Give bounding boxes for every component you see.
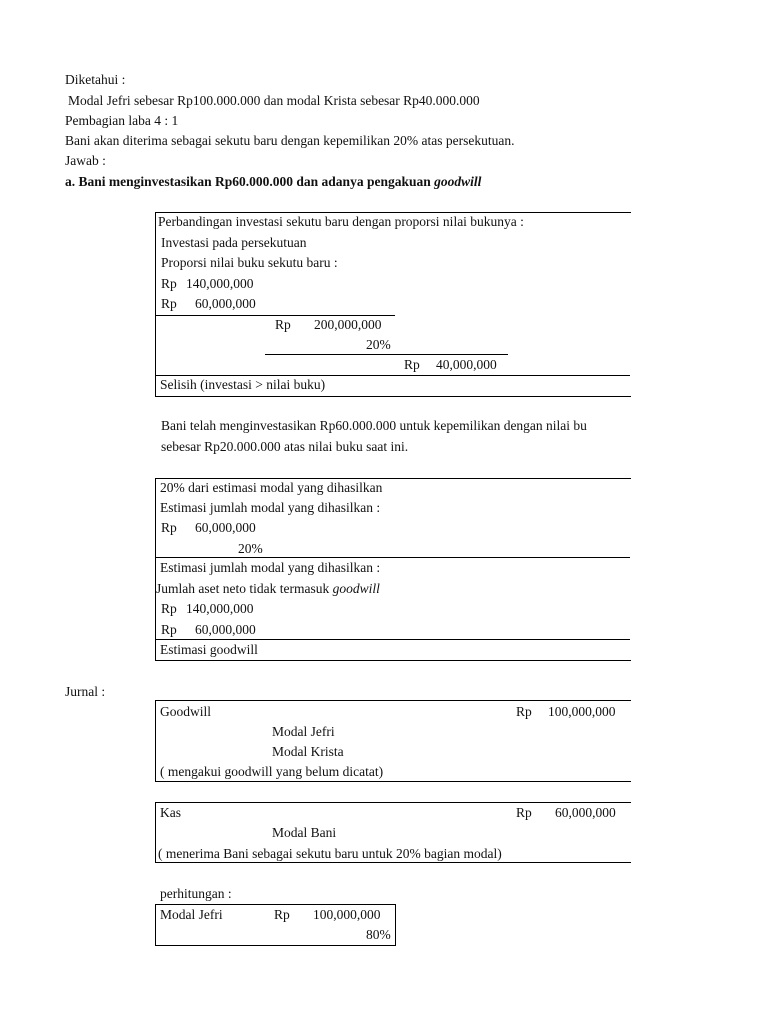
j2-rp: Rp [516,805,532,820]
j1-rp: Rp [516,704,532,719]
box2-rp2: Rp [161,601,177,616]
box1-rp1: Rp [161,276,177,291]
modal-statement: Modal Jefri sebesar Rp100.000.000 dan modal Krista sebesar Rp40.000.000 [68,93,480,108]
box1-proporsi: Proporsi nilai buku sekutu baru : [161,255,338,270]
box1-total: 200,000,000 [314,317,382,332]
j1-amount: 100,000,000 [548,704,616,719]
box1-rp2: Rp [161,296,177,311]
box2-line1: 20% dari estimasi modal yang dihasilkan [160,480,383,495]
j1-note: ( mengakui goodwill yang belum dicatat) [160,764,384,779]
box2-v2: 140,000,000 [186,601,254,616]
para-line1: Bani telah menginvestasikan Rp60.000.000 untuk kepemilikan dengan nilai bu [161,418,587,433]
box1-title: Perbandingan investasi sekutu baru dengan proporsi nilai bukunya : [158,214,524,229]
box1-rp3: Rp [275,317,291,332]
diketahui-label: Diketahui : [65,72,126,87]
perhitungan-pct: 80% [366,927,391,942]
bani-statement: Bani akan diterima sebagai sekutu baru dengan kepemilikan 20% atas persekutuan. [65,133,515,148]
j2-amount: 60,000,000 [555,805,616,820]
box1-rp4: Rp [404,357,420,372]
pembagian-laba: Pembagian laba 4 : 1 [65,113,179,128]
box1-result: 40,000,000 [436,357,497,372]
jurnal-label: Jurnal : [65,684,106,699]
box1-v1: 140,000,000 [186,276,254,291]
j1-credit-jefri: Modal Jefri [272,724,335,739]
box2-rp3: Rp [161,622,177,637]
box2-v3: 60,000,000 [195,622,256,637]
box1-pct: 20% [366,337,391,352]
box2-line3: Estimasi jumlah modal yang dihasilkan : [160,560,381,575]
perhitungan-rp: Rp [274,907,290,922]
para-line2: sebesar Rp20.000.000 atas nilai buku saat ini. [161,439,409,454]
j1-debit: Goodwill [160,704,212,719]
box2-line5: Estimasi goodwill [160,642,258,657]
jawab-label: Jawab : [65,153,106,168]
j2-debit: Kas [160,805,181,820]
box1-selisih: Selisih (investasi > nilai buku) [160,377,326,392]
perhitungan-label: perhitungan : [160,886,232,901]
box2-pct: 20% [238,541,263,556]
box2-v1: 60,000,000 [195,520,256,535]
box2-rp1: Rp [161,520,177,535]
perhitungan-name: Modal Jefri [160,907,223,922]
section-a-heading: a. Bani menginvestasikan Rp60.000.000 dan adanya pengakuan goodwill [65,174,482,189]
j1-credit-krista: Modal Krista [272,744,344,759]
j2-note: ( menerima Bani sebagai sekutu baru untuk 20% bagian modal) [158,846,502,861]
box2-line4: Jumlah aset neto tidak termasuk goodwill [156,581,380,596]
box1-v2: 60,000,000 [195,296,256,311]
j2-credit-bani: Modal Bani [272,825,337,840]
perhitungan-value: 100,000,000 [313,907,381,922]
box2-line2: Estimasi jumlah modal yang dihasilkan : [160,500,381,515]
box1-investasi: Investasi pada persekutuan [161,235,307,250]
